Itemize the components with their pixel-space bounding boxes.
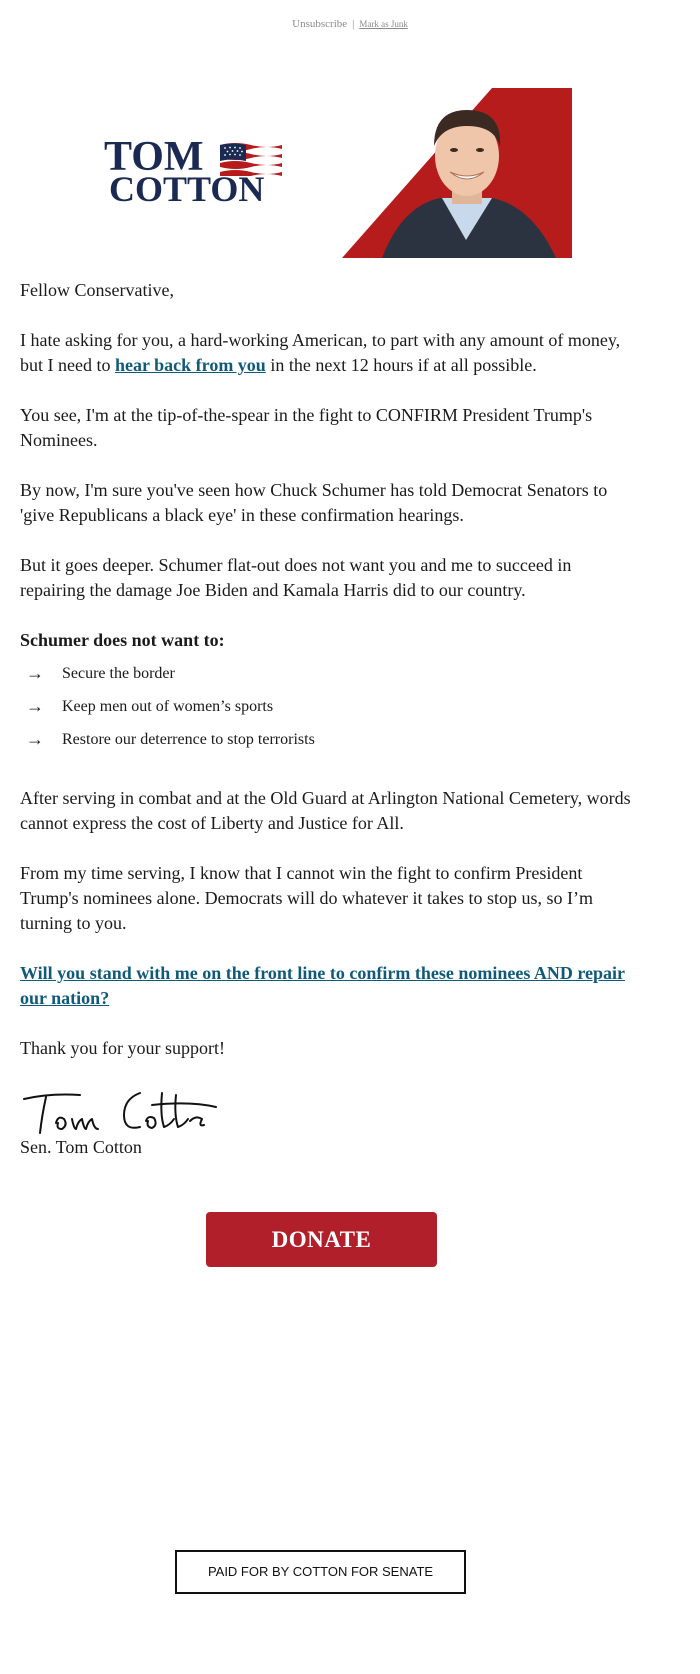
paragraph-1-text-b: in the next 12 hours if at all possible. [265, 355, 537, 375]
unsubscribe-link[interactable]: Unsubscribe [292, 18, 348, 30]
donate-button[interactable]: DONATE [206, 1212, 437, 1267]
paragraph-1-text-a: I hate asking for you, a hard-working American, to part with any amount of money, but I need to [20, 330, 621, 375]
hear-back-link[interactable]: hear back from you [114, 355, 266, 375]
handwritten-signature [20, 1085, 220, 1145]
arrow-right-icon: → [26, 729, 44, 749]
list-item [20, 723, 640, 756]
arrow-right-icon: → [26, 663, 44, 683]
list-item-text: Keep men out of women’s sports [62, 698, 274, 715]
thank-you: Thank you for your support! [20, 1038, 225, 1058]
topbar-separator: | [352, 18, 355, 30]
schumer-list [20, 657, 640, 756]
paragraph-3: By now, I'm sure you've seen how Chuck Schumer has told Democrat Senators to 'give Republicans a black eye' in these confirmation hearings. [20, 480, 608, 525]
arrow-right-icon: → [26, 696, 44, 716]
topbar [0, 18, 700, 30]
logo-line1: TOM [104, 134, 204, 180]
signature-name: Sen. Tom Cotton [20, 1137, 142, 1157]
list-item [20, 690, 640, 723]
list-item-text: Secure the border [62, 665, 175, 682]
mark-as-junk-link[interactable]: Mark as Junk [359, 19, 408, 29]
list-item [20, 657, 640, 690]
paragraph-2: You see, I'm at the tip-of-the-spear in the fight to CONFIRM President Trump's Nominees. [20, 405, 593, 450]
list-item-text: Restore our deterrence to stop terrorists [62, 731, 315, 748]
tom-cotton-logo [104, 134, 284, 209]
schumer-heading: Schumer does not want to: [20, 630, 225, 650]
header-banner [0, 88, 700, 258]
paragraph-1 [20, 328, 640, 378]
paragraph-5: After serving in combat and at the Old Guard at Arlington National Cemetery, words cannot express the cost of Liberty and Justice for All. [20, 788, 631, 833]
cta-paragraph [20, 961, 640, 1011]
paragraph-4: But it goes deeper. Schumer flat-out does not want you and me to succeed in repairing the damage Joe Biden and Kamala Harris did to our country. [20, 555, 572, 600]
senator-portrait-photo [342, 88, 572, 258]
stand-with-me-link[interactable]: Will you stand with me on the front line to confirm these nominees AND repair our nation? [20, 963, 625, 1008]
paragraph-6: From my time serving, I know that I cannot win the fight to confirm President Trump's nominees alone. Democrats will do whatever it takes to stop us, so I’m turning to you. [20, 863, 593, 933]
email-body [20, 278, 640, 1086]
greeting: Fellow Conservative, [20, 280, 174, 300]
logo-line2: COTTON [109, 169, 265, 209]
paid-for-disclaimer: PAID FOR BY COTTON FOR SENATE [175, 1550, 466, 1594]
